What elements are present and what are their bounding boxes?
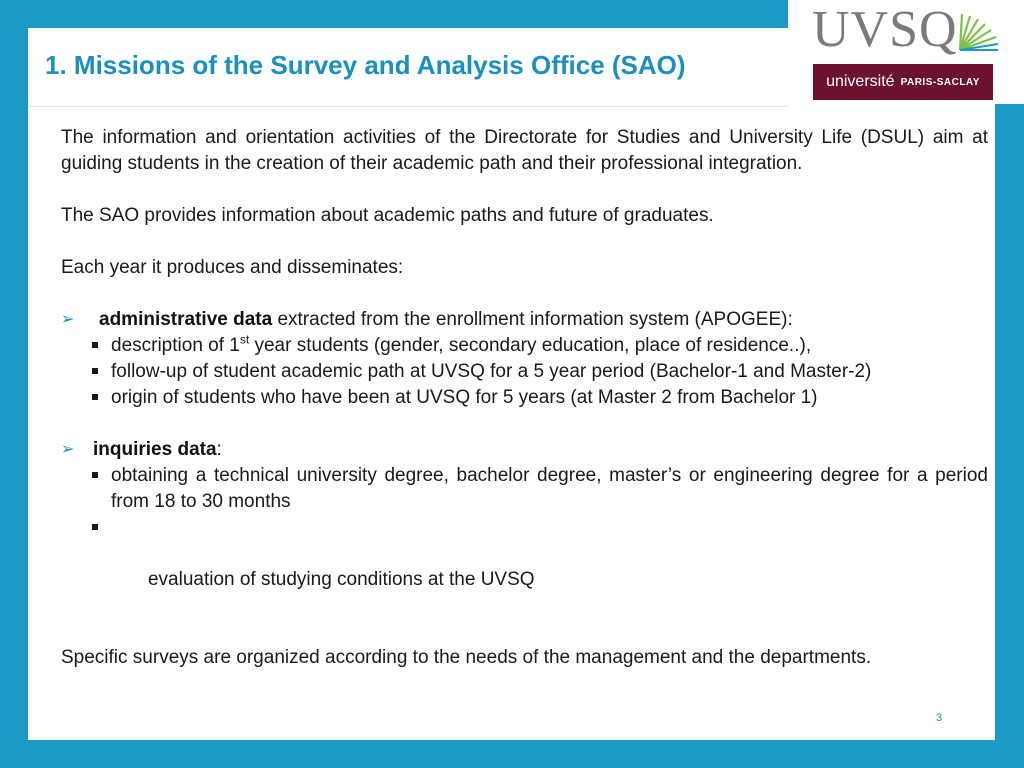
square-bullet-icon <box>92 368 98 374</box>
admin-item-2 <box>61 359 988 385</box>
inquiries-rest: : <box>216 439 222 460</box>
admin-item-3 <box>61 385 988 411</box>
square-bullet-icon <box>92 524 98 530</box>
square-bullet-icon <box>92 342 98 348</box>
inquiries-item-1 <box>61 463 988 515</box>
arrow-bullet-icon: ➢ <box>61 441 75 458</box>
admin-item-1-sup: st <box>239 332 250 347</box>
square-bullet-icon <box>92 472 98 478</box>
slide <box>28 28 995 740</box>
square-bullet-icon <box>92 394 98 400</box>
inquiries-bullet <box>61 437 988 463</box>
logo-panel <box>788 0 1024 104</box>
arrow-bullet-icon: ➢ <box>61 311 75 328</box>
inquiries-heading: inquiries data <box>93 439 217 460</box>
slide-title: 1. Missions of the Survey and Analysis Office (SAO) <box>45 50 686 80</box>
slide-body <box>61 125 988 671</box>
uvsq-rays-icon <box>956 10 1000 54</box>
admin-rest: extracted from the enrollment information system (APOGEE): <box>272 309 793 330</box>
inquiries-item-2-text: evaluation of studying conditions at the UVSQ <box>142 569 535 590</box>
admin-item-1-text-b: year students (gender, secondary education, place of residence..), <box>249 335 812 356</box>
each-year-paragraph: Each year it produces and disseminates: <box>61 257 404 278</box>
paris-saclay-logo <box>813 64 993 100</box>
inquiries-item-1-text: obtaining a technical university degree, bachelor degree, master’s or engineering degree for a period from 18 to 30 months <box>111 465 988 512</box>
admin-item-1-text-a: description of 1 <box>111 335 240 356</box>
uvsq-logo: UVSQ <box>812 1 958 58</box>
sao-paragraph: The SAO provides information about academic paths and future of graduates. <box>61 205 714 226</box>
admin-item-2-text: follow-up of student academic path at UVSQ for a 5 year period (Bachelor-1 and Master-2) <box>111 361 872 382</box>
admin-item-3-text: origin of students who have been at UVSQ for 5 years (at Master 2 from Bachelor 1) <box>111 387 818 408</box>
ups-text-b: PARIS-SACLAY <box>900 76 980 88</box>
admin-item-1 <box>61 333 988 359</box>
title-bar <box>28 28 788 107</box>
admin-bullet <box>61 307 988 333</box>
inquiries-item-2 <box>61 515 988 619</box>
specific-paragraph: Specific surveys are organized according to the needs of the management and the departments. <box>61 647 872 668</box>
page-number: 3 <box>936 712 943 724</box>
admin-heading: administrative data <box>99 309 273 330</box>
intro-paragraph: The information and orientation activities of the Directorate for Studies and University Life (DSUL) aim at guiding students in the creation of their academic path and their professional integration. <box>61 127 988 174</box>
ups-text-a: université <box>826 73 895 90</box>
